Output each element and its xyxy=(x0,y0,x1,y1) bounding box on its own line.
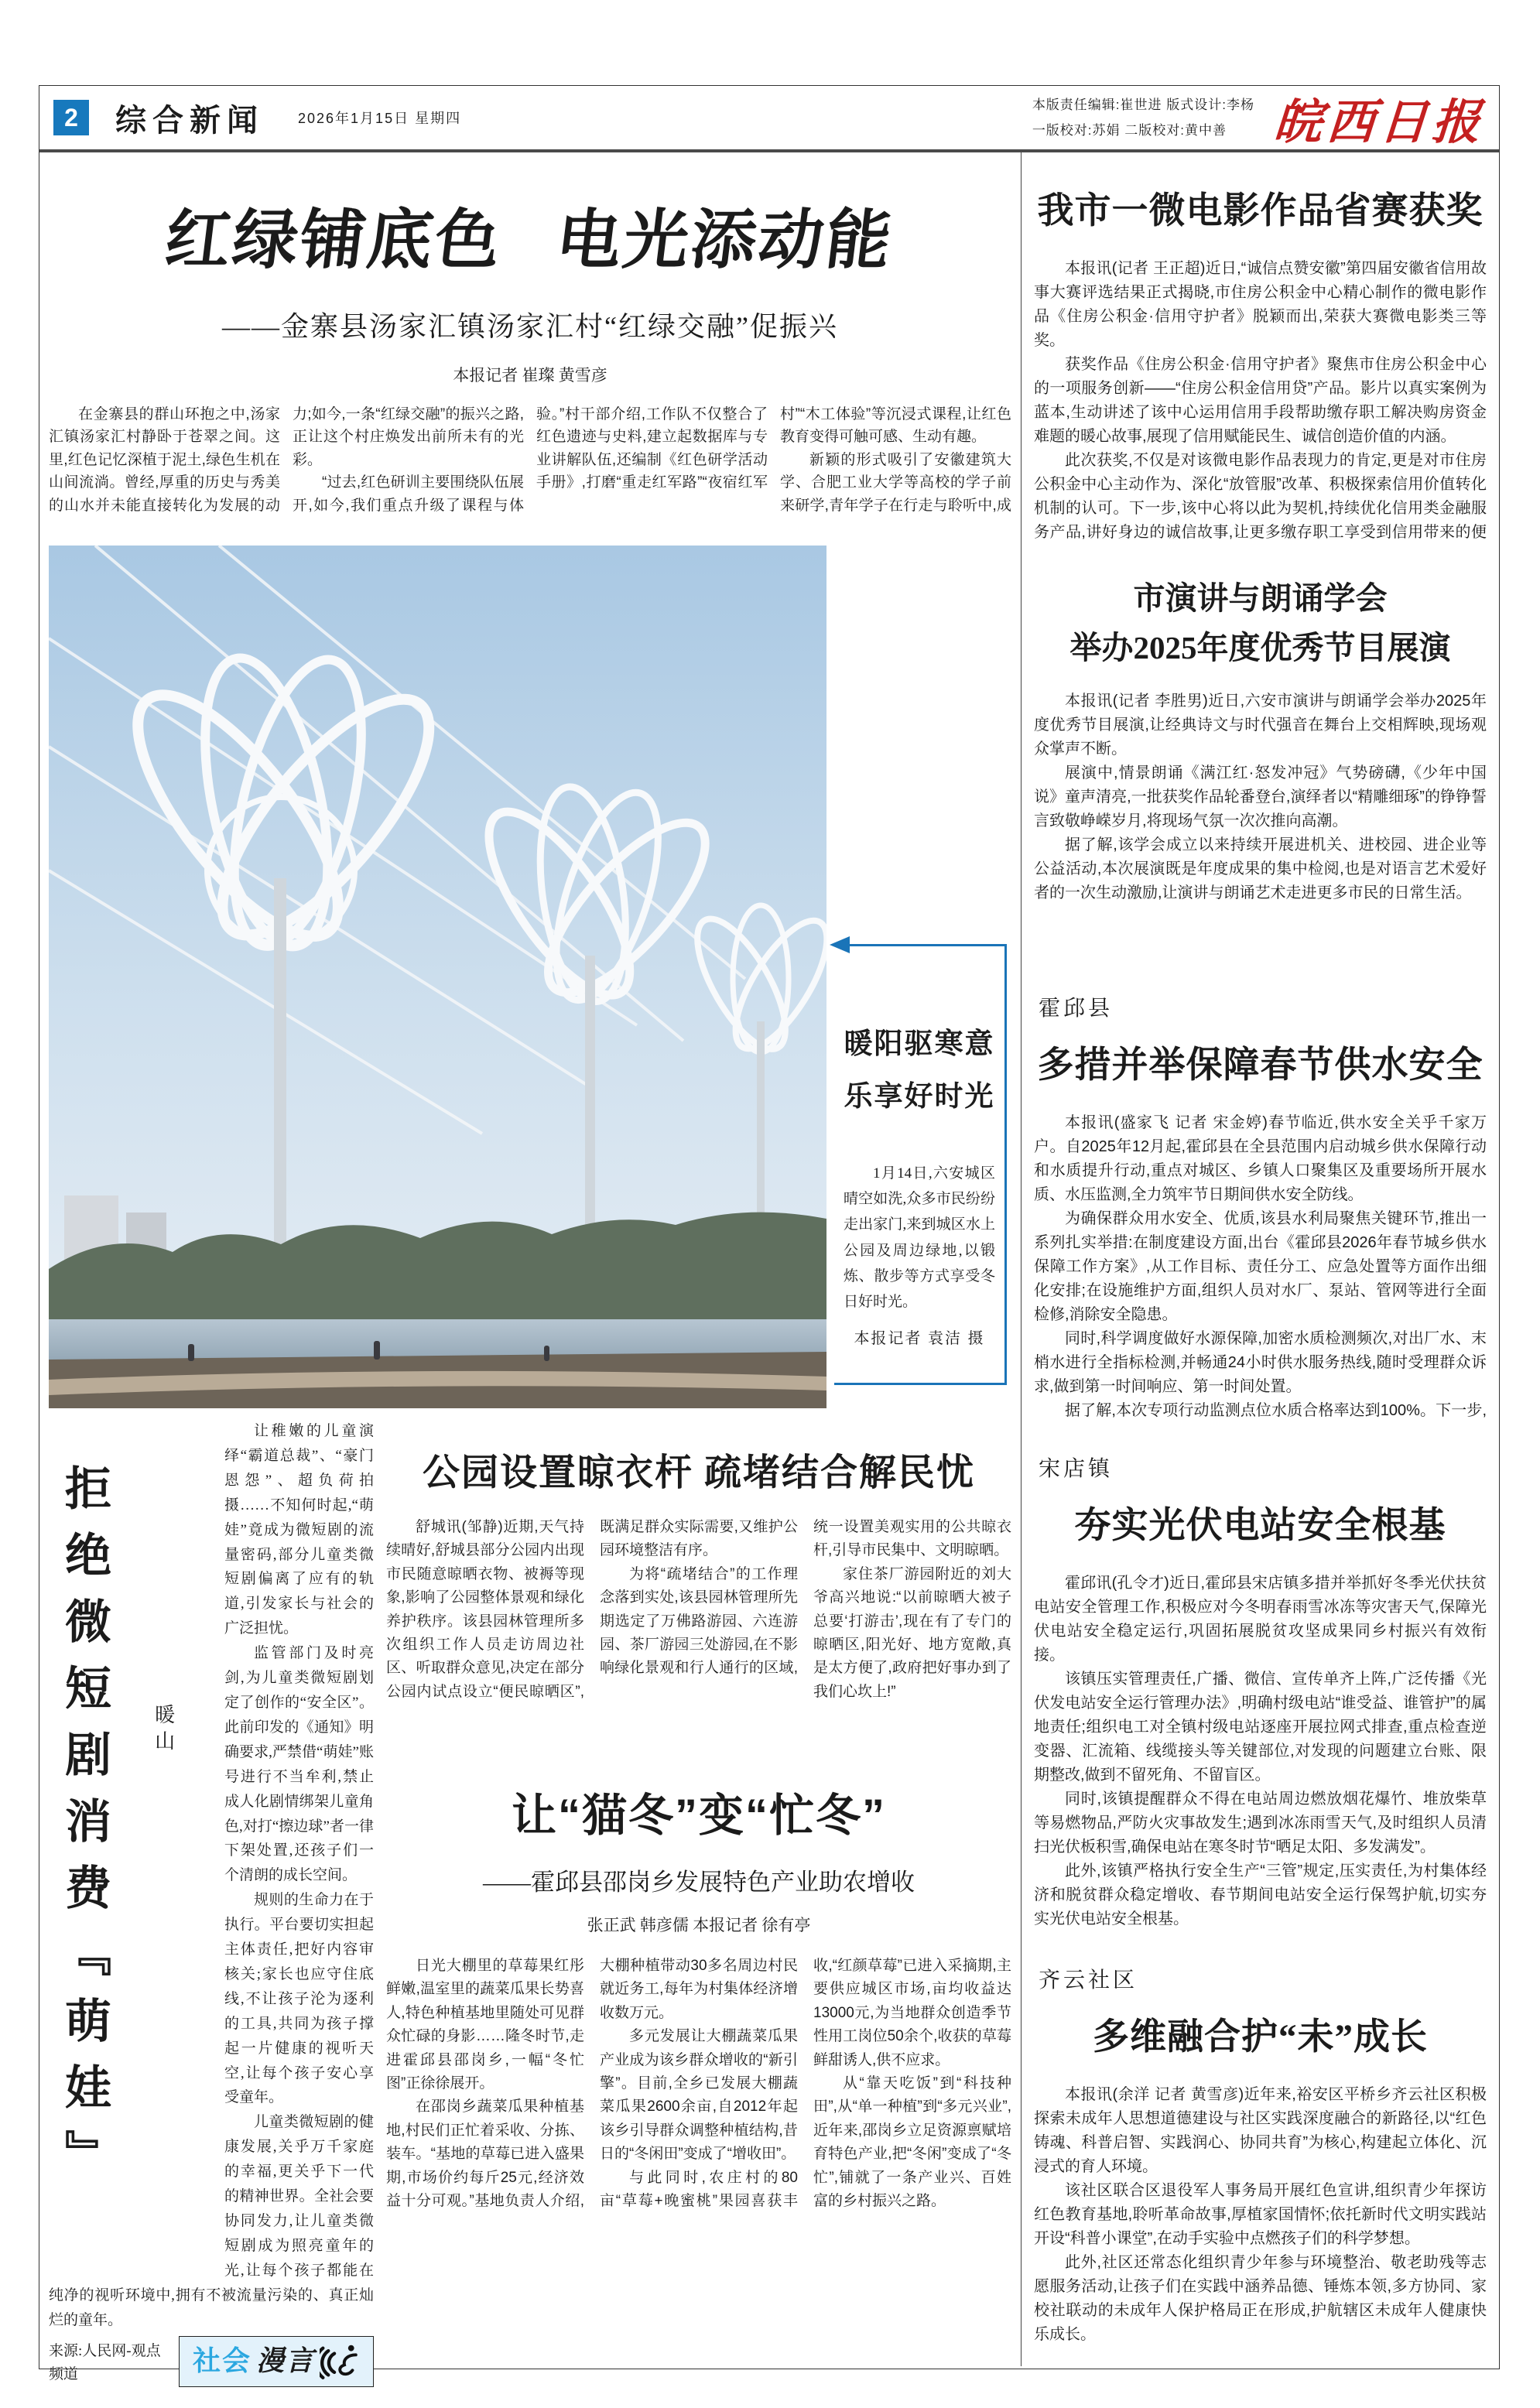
paragraph: 监管部门及时亮剑,为儿童类微短剧划定了创作的“安全区”。此前印发的《通知》明确要求,严禁借“萌娃”账号进行不当牟利,禁止成人化剧情绑架儿童角色,对打“擦边球”者一律下架处置,还孩子们一个清朗的成长空间。 xyxy=(224,1645,374,1884)
paragraph: 与此同时,农庄村的80亩“草莓+晚蜜桃”果园喜获丰收,“红颜草莓”已进入采摘期,主要供应城区市场,亩均收益达13000元,为当地群众创造季节性用工岗位50余个,收获的草莓鲜甜诱人,供不应求。 xyxy=(600,1958,1011,2209)
paragraph: 此外,社区还常态化组织青少年参与环境整治、敬老助残等志愿服务活动,让孩子们在实践中涵养品德、锤炼本领,多方协同、家校社联动的未成年人保护格局正在形成,护航辖区未成年人健康快乐成长。 xyxy=(1034,2254,1487,2344)
paragraph: 此次获奖,不仅是对该微电影作品表现力的肯定,更是对市住房公积金中心主动作为、深化“放管服”改革、积极探索信用价值转化机制的认可。下一步,该中心将以此为契机,持续优化信用类金融服务产品,讲好身边的诚信故事,让更多缴存职工享受到信用带来的便 xyxy=(1034,452,1487,541)
paragraph: 本报讯(盛家飞 记者 宋金婷)春节临近,供水安全关乎千家万户。自2025年12月起,霍邱县在全县范围内启动城乡供水保障行动和水质提升行动,重点对城区、乡镇人口聚集区及重要场所开展水质、水压监测,全力筑牢节日期间供水安全防线。 xyxy=(1034,1114,1487,1204)
publication-date: 2026年1月15日 星期四 xyxy=(298,111,462,126)
opinion-body xyxy=(49,1419,374,2387)
opinion-lead: 让稚嫩的儿童演绎“霸道总裁”、“豪门恩怨”、超负荷拍摄……不知何时起,“萌娃”竟成为微短剧的流量密码,部分儿童类微短剧偏离了应有的轨道,引发家长与社会的广泛担忧。 xyxy=(224,1423,374,1637)
article-minor-protection xyxy=(1034,1963,1487,2343)
paragraph: “过去,红色研训主要围绕队伍展开,如今,我们重点升级了课程与体验。”村干部介绍,工作队不仅整合了红色遗迹与史料,建立起数据库与专业讲解队伍,还编制《红色研学活动手册》,打磨“重走红军路”“夜宿红军村”“木工体验”等沉浸式课程,让红色教育变得可触可感、生动有趣。 xyxy=(293,406,1011,514)
recitation-body xyxy=(1034,689,1487,962)
article-solar-station xyxy=(1034,1452,1487,1934)
main-article-body xyxy=(49,403,1011,536)
section-title: 综合新闻 xyxy=(115,103,264,138)
paragraph: 获奖作品《住房公积金·信用守护者》聚焦市住房公积金中心的一项服务创新——“住房公积金信用贷”产品。影片以真实案例为蓝本,生动讲述了该中心运用信用手段帮助缴存职工解决购房资金难题的暖心故事,展现了信用赋能民生、诚信创造价值的内涵。 xyxy=(1034,356,1487,445)
paragraph: 霍邱讯(孔令才)近日,霍邱县宋店镇多措并举抓好冬季光伏扶贫电站安全管理工作,积极应对今冬明春雨雪冰冻等灾害天气,保障光伏电站安全稳定运行,巩固拓展脱贫攻坚成果同乡村振兴有效衔接。 xyxy=(1034,1575,1487,1664)
paragraph: 本报讯(记者 王正超)近日,“诚信点赞安徽”第四届安徽省信用故事大赛评选结果正式揭晓,市住房公积金中心精心制作的微电影作品《住房公积金·信用守护者》脱颖而出,荣获大赛微电影类三等奖。 xyxy=(1034,260,1487,349)
article-microfilm-award xyxy=(1034,182,1487,545)
paragraph: 为确保群众用水安全、优质,该县水利局聚焦关键环节,推出一系列扎实举措:在制度建设方面,出台《霍邱县2026年春节城乡供水保障工作方案》,从工作目标、责任分工、应急处置等方面作出细化安排;在设施维护方面,组织人员对水厂、泵站、管网等进行全面检修,消除安全隐患。 xyxy=(1034,1210,1487,1324)
photo-title xyxy=(844,1018,995,1124)
recitation-headline xyxy=(1034,574,1487,672)
paragraph: 新颖的形式吸引了安徽建筑大学、合肥工业大学等高校的学子前来研学,青年学子在行走与聆听中,成 xyxy=(780,451,1011,514)
paragraph: 规则的生命力在于执行。平台要切实担起主体责任,把好内容审核关;家长也应守住底线,不让孩子沦为逐利的工具,共同为孩子撑起一片健康的视听天空,让每个孩子安心享受童年。 xyxy=(224,1892,374,2106)
opinion-author: 暖山 xyxy=(152,1704,175,1756)
recitation-headline-line1: 市演讲与朗诵学会 xyxy=(1133,580,1388,616)
park-article-headline: 公园设置晾衣杆 疏堵结合解民忧 xyxy=(422,1452,975,1493)
paragraph: 家住茶厂游园附近的刘大爷高兴地说:“以前晾晒大被子总要‘打游击’,现在有了专门的晾晒区,阳光好、地方宽敞,真是太方便了,政府把好事办到了我们心坎上!” xyxy=(813,1565,1011,1700)
opinion-footer xyxy=(49,2336,374,2387)
photo-title-line2: 乐享好时光 xyxy=(844,1080,995,1113)
paragraph: 该社区联合区退役军人事务局开展红色宣讲,组织青少年探访红色教育基地,聆听革命故事,厚植家国情怀;依托新时代文明实践站开设“科普小课堂”,在动手实验中点燃孩子们的科学梦想。 xyxy=(1034,2182,1487,2248)
paragraph: 从“靠天吃饭”到“科技种田”,从“单一种植”到“多元兴业”,近年来,邵岗乡立足资源禀赋培育特色产业,把“冬闲”变成了“冬忙”,铺就了一条产业兴、百姓富的乡村振兴之路。 xyxy=(813,2075,1011,2209)
right-column xyxy=(1021,152,1499,2366)
editor-credits xyxy=(1032,92,1254,143)
winter-article-byline: 张正武 韩彦儒 本报记者 徐有亭 xyxy=(587,1916,811,1934)
paragraph: 在金寨县的群山环抱之中,汤家汇镇汤家汇村静卧于苍翠之间。这里,红色记忆深植于泥土,绿色生机在山间流淌。曾经,厚重的历史与秀美的山水并未能直接转化为发展的动力;如今,一条“红绿交融”的振兴之路,正让这个村庄焕发出前所未有的光彩。 xyxy=(49,406,524,514)
newspaper-masthead: 皖西日报 xyxy=(1272,96,1487,149)
water-supply-headline: 多措并举保障春节供水安全 xyxy=(1037,1045,1484,1086)
water-supply-body xyxy=(1034,1111,1487,1422)
microfilm-headline: 我市一微电影作品省赛获奖 xyxy=(1037,191,1484,231)
paragraph: 此外,该镇严格执行安全生产“三管”规定,压实责任,为村集体经济和脱贫群众稳定增收、春节期间电站安全运行保驾护航,切实夯实光伏电站安全根基。 xyxy=(1034,1862,1487,1928)
photo-title-line1: 暖阳驱寒意 xyxy=(844,1028,995,1059)
paragraph: 儿童类微短剧的健康发展,关乎万千家庭的幸福,更关乎下一代的精神世界。全社会要协同发力,让儿童类微短剧成为照亮童年的光,让每个孩子都能在纯净的视听环境中,拥有不被流量污染的、真正灿烂的童年。 xyxy=(49,2114,374,2328)
article-water-supply xyxy=(1034,991,1487,1422)
opinion-title-vertical: 拒绝微短剧消费『萌娃』 xyxy=(59,1464,111,2196)
paragraph: 该镇压实管理责任,广播、微信、宣传单齐上阵,广泛传播《光伏发电站安全运行管理办法》,明确村级电站“谁受益、谁管护”的属地责任;组织电工对全镇村级电站逐座开展拉网式排查,重点检查逆变器、汇流箱、线缆接头等关键部位,对发现的问题建立台账、限期整改,做到不留死角、不留盲区。 xyxy=(1034,1671,1487,1784)
paragraph: 在邵岗乡蔬菜瓜果种植基地,村民们正忙着采收、分拣、装车。“基地的草莓已进入盛果期,市场价约每斤25元,经济效益十分可观。”基地负责人介绍,大棚种植带动30多名周边村民就近务工,每年为村集体经济增收数万元。 xyxy=(386,1958,798,2209)
paragraph: 同时,该镇提醒群众不得在电站周边燃放烟花爆竹、堆放柴草等易燃物品,严防火灾事故发生;遇到冰冻雨雪天气,及时组织人员清扫光伏板积雪,确保电站在寒冬时节“晒足太阳、多发满发”。 xyxy=(1034,1791,1487,1856)
main-headline-part1: 红绿铺底色 xyxy=(161,204,507,276)
opinion-source: 来源:人民网-观点频道 xyxy=(49,2342,161,2383)
solar-station-headline: 夯实光伏电站安全根基 xyxy=(1074,1506,1446,1547)
photo-row xyxy=(49,546,1011,1408)
park-photo-illustration xyxy=(49,546,826,1408)
paragraph: 日光大棚里的草莓果红彤鲜嫩,温室里的蔬菜瓜果长势喜人,特色种植基地里随处可见群众忙碌的身影……隆冬时节,走进霍邱县邵岗乡,一幅“冬忙图”正徐徐展开。 xyxy=(386,1958,584,2092)
editor-line-2: 一版校对:苏娟 二版校对:黄中善 xyxy=(1032,123,1227,138)
minor-protection-body xyxy=(1034,2083,1487,2343)
page-border-box xyxy=(39,85,1500,2383)
logo-text-blue: 社会 xyxy=(192,2345,252,2377)
paragraph: 为将“疏堵结合”的工作理念落到实处,该县园林管理所先期选定了万佛路游园、六连游园、茶厂游园三处游园,在不影响绿化景观和行人通行的区域,统一设置美观实用的公共晾衣杆,引导市民集中、文明晾晒。 xyxy=(600,1519,1011,1677)
main-byline: 本报记者 崔璨 黄雪彦 xyxy=(453,366,607,385)
winter-article-headline: 让“猫冬”变“忙冬” xyxy=(511,1791,886,1841)
main-headline-part2: 电光添动能 xyxy=(552,204,898,276)
main-subtitle: ——金寨县汤家汇镇汤家汇村“红绿交融”促振兴 xyxy=(222,311,838,342)
recitation-headline-line2: 举办2025年度优秀节目展演 xyxy=(1069,629,1451,665)
middle-column xyxy=(386,1419,1011,2397)
social-comment-logo xyxy=(179,2336,374,2387)
logo-text-script: 漫言 xyxy=(256,2345,316,2377)
main-headline xyxy=(43,188,1018,282)
page-header xyxy=(39,86,1499,152)
solar-station-kicker: 宋店镇 xyxy=(1039,1457,1114,1482)
main-region xyxy=(39,152,1021,2383)
article-recitation-show xyxy=(1034,574,1487,962)
water-supply-kicker: 霍邱县 xyxy=(1039,997,1114,1021)
speaking-face-icon xyxy=(320,2341,360,2382)
paragraph: 本报讯(余洋 记者 黄雪彦)近年来,裕安区平桥乡齐云社区积极探索未成年人思想道德建设与社区实践深度融合的新路径,以“红色铸魂、科普启智、实践润心、协同共育”为核心,构建起立体化、沉浸式的育人环境。 xyxy=(1034,2086,1487,2176)
winter-article-subtitle: ——霍邱县邵岗乡发展特色产业助农增收 xyxy=(483,1869,915,1896)
paragraph: 本报讯(记者 李胜男)近日,六安市演讲与朗诵学会举办2025年度优秀节目展演,让经典诗文与时代强音在舞台上交相辉映,现场观众掌声不断。 xyxy=(1034,693,1487,758)
paragraph: 展演中,情景朗诵《满江红·怒发冲冠》气势磅礴,《少年中国说》童声清亮,一批获奖作品轮番登台,演绎者以“精雕细琢”的铮铮誓言致敬峥嵘岁月,将现场气氛一次次推向高潮。 xyxy=(1034,764,1487,830)
park-article-body xyxy=(386,1516,1011,1745)
photo-caption-column xyxy=(834,546,1011,1408)
minor-protection-kicker: 齐云社区 xyxy=(1039,1968,1138,1993)
paragraph: 同时,科学调度做好水源保障,加密水质检测频次,对出厂水、末梢水进行全指标检测,并畅通24小时供水服务热线,随时受理群众诉求,做到第一时间响应、第一时间处置。 xyxy=(1034,1330,1487,1396)
opinion-title-block xyxy=(55,1464,214,2265)
photo-credit: 本报记者 袁洁 摄 xyxy=(854,1330,985,1348)
bottom-row xyxy=(49,1419,1011,2397)
paragraph: 多元发展让大棚蔬菜瓜果产业成为该乡群众增收的“新引擎”。目前,全乡已发展大棚蔬菜瓜果2600余亩,自2012年起该乡引导群众调整种植结构,昔日的“冬闲田”变成了“增收田”。 xyxy=(600,2028,798,2163)
opinion-article xyxy=(49,1419,374,2397)
microfilm-body xyxy=(1034,257,1487,545)
solar-station-body xyxy=(1034,1572,1487,1934)
photo-caption-box xyxy=(834,944,1007,1385)
minor-protection-headline: 多维融合护“未”成长 xyxy=(1093,2017,1428,2058)
editor-line-1: 本版责任编辑:崔世进 版式设计:李杨 xyxy=(1032,97,1254,112)
photo-caption-text: 1月14日,六安城区晴空如洗,众多市民纷纷走出家门,来到城区水上公园及周边绿地,以锻炼、散步等方式享受冬日好时光。 xyxy=(844,1165,995,1311)
park-photo xyxy=(49,546,826,1408)
paragraph: 舒城讯(邹静)近期,天气持续晴好,舒城县部分公园内出现市民随意晾晒衣物、被褥等现象,影响了公园整体景观和绿化养护秩序。该县园林管理所多次组织工作人员走访周边社区、听取群众意见,决定在部分公园内试点设立“便民晾晒区”,既满足群众实际需要,又维护公园环境整洁有序。 xyxy=(386,1519,798,1700)
paragraph: 据了解,本次专项行动监测点位水质合格率达到100%。下一步, xyxy=(1065,1402,1487,1420)
winter-article-body xyxy=(386,1955,1011,2335)
paragraph: 据了解,该学会成立以来持续开展进机关、进校园、进企业等公益活动,本次展演既是年度成果的集中检阅,也是对语言艺术爱好者的一次生动激励,让演讲与朗诵艺术走进更多市民的日常生活。 xyxy=(1034,836,1487,902)
page-number-badge: 2 xyxy=(53,100,89,135)
